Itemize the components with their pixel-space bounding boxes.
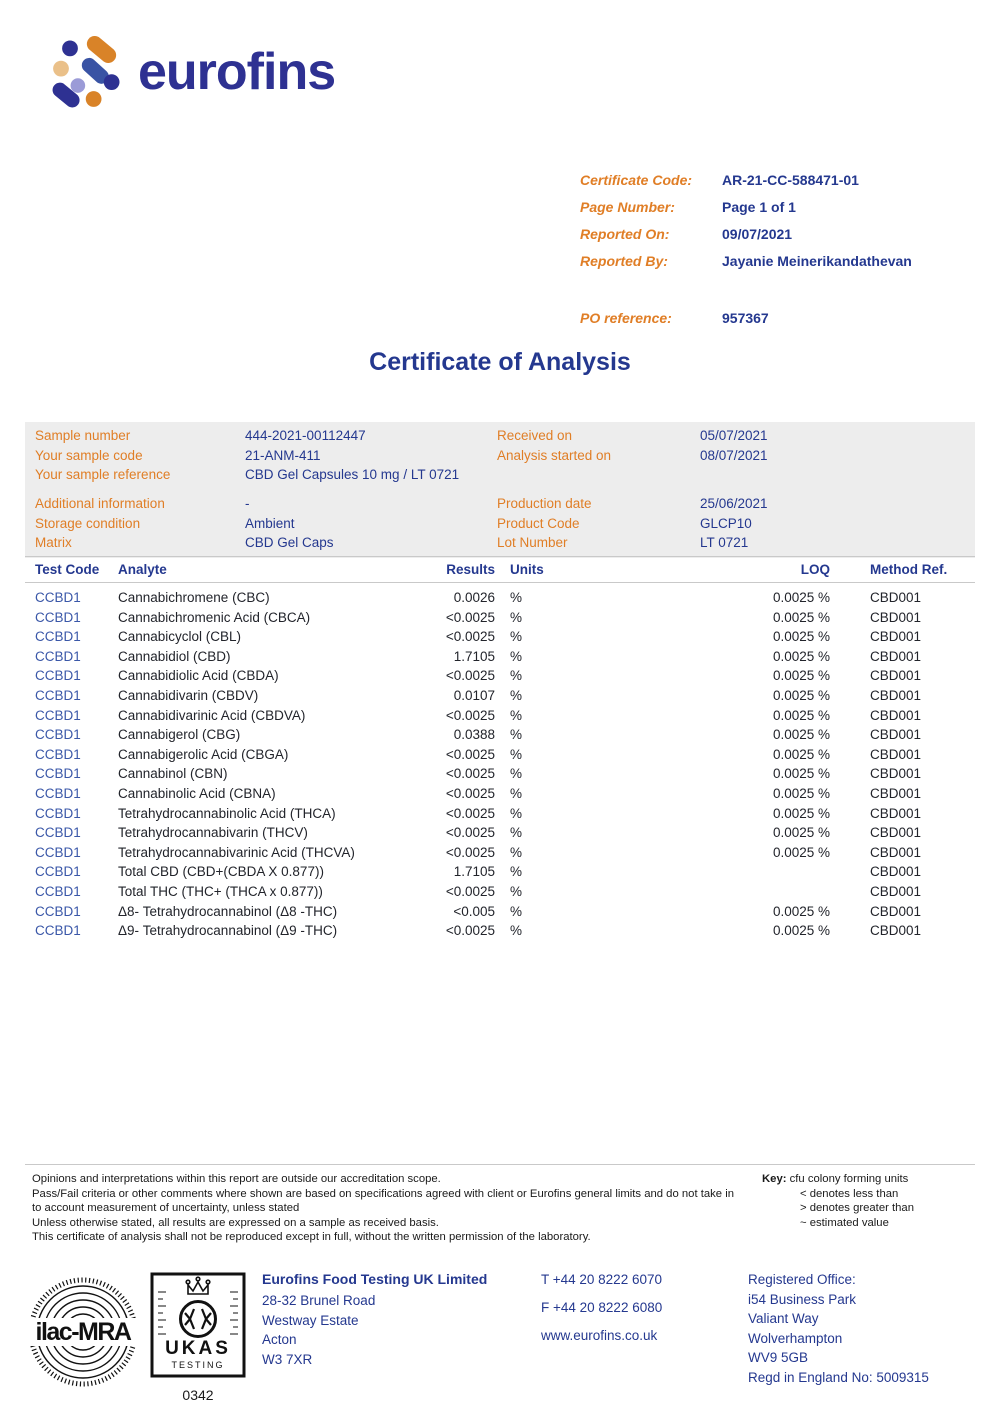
meta-row	[580, 166, 980, 193]
cell-loq: 0.0025 %	[772, 668, 830, 684]
key-label: Key:	[762, 1173, 787, 1185]
cell-unit: %	[510, 844, 523, 860]
cell-test-code: CCBD1	[35, 864, 81, 880]
cell-analyte: Cannabidivarinic Acid (CBDVA)	[118, 707, 306, 723]
meta-value: 09/07/2021	[722, 225, 793, 242]
cell-result: 0.0026	[453, 590, 495, 605]
cell-test-code: CCBD1	[35, 609, 81, 625]
eurofins-logo-text: eurofins	[138, 43, 336, 101]
table-row	[25, 686, 975, 706]
svg-text:ilac-MRA: ilac-MRA	[35, 1318, 131, 1346]
info-value: GLCP10	[700, 515, 752, 531]
cell-method-ref: CBD001	[870, 707, 922, 723]
cell-analyte: Cannabichromenic Acid (CBCA)	[118, 609, 311, 625]
cell-result: <0.0025	[445, 805, 495, 821]
cell-result: <0.005	[453, 903, 495, 919]
cell-unit: %	[510, 766, 523, 782]
table-row	[25, 647, 975, 667]
cell-unit: %	[510, 629, 523, 645]
svg-text:UKAS: UKAS	[165, 1338, 231, 1359]
cell-result: 0.0107	[453, 687, 495, 703]
contact-block	[541, 1272, 731, 1343]
cell-test-code: CCBD1	[35, 883, 81, 899]
info-value: 444-2021-00112447	[245, 428, 366, 443]
cell-loq: 0.0025 %	[772, 785, 830, 801]
cell-test-code: CCBD1	[35, 766, 81, 782]
info-label: Analysis started on	[497, 447, 612, 463]
cell-result: <0.0025	[445, 668, 495, 684]
cell-result: <0.0025	[445, 844, 495, 860]
cell-method-ref: CBD001	[870, 805, 922, 821]
cell-test-code: CCBD1	[35, 923, 81, 939]
meta-row	[580, 247, 980, 274]
cell-method-ref: CBD001	[870, 648, 922, 664]
cell-test-code: CCBD1	[35, 805, 81, 821]
meta-label: Certificate Code:	[580, 171, 693, 188]
key-item: ~ estimated value	[800, 1216, 889, 1229]
info-label: Received on	[497, 428, 573, 443]
sample-info-row	[25, 426, 975, 446]
cell-test-code: CCBD1	[35, 590, 81, 605]
cell-loq: 0.0025 %	[772, 629, 830, 645]
table-row	[25, 902, 975, 922]
cell-method-ref: CBD001	[870, 825, 922, 841]
cell-loq: 0.0025 %	[772, 707, 830, 723]
info-label: Lot Number	[497, 535, 568, 550]
ukas-logo-block	[150, 1272, 246, 1403]
sample-info-row	[25, 533, 975, 553]
registered-office-line: WV9 5GB	[748, 1350, 809, 1366]
info-label: Storage condition	[35, 515, 141, 531]
disclaimer-line: Unless otherwise stated, all results are expressed on a sample as received basis.	[32, 1216, 439, 1229]
col-header-method-ref: Method Ref.	[870, 562, 948, 577]
address-lines	[262, 1291, 522, 1370]
registered-office-line: i54 Business Park	[748, 1291, 857, 1307]
cell-method-ref: CBD001	[870, 687, 922, 703]
disclaimer-text	[32, 1172, 734, 1245]
meta-value: Page 1 of 1	[722, 198, 796, 215]
sample-info-block-1	[25, 422, 975, 490]
info-label: Sample number	[35, 428, 131, 443]
table-row	[25, 725, 975, 745]
cell-test-code: CCBD1	[35, 746, 81, 762]
cell-loq: 0.0025 %	[772, 923, 830, 939]
table-row	[25, 862, 975, 882]
cell-result: 0.0388	[453, 727, 495, 743]
registered-office-line: Wolverhampton	[748, 1330, 843, 1346]
cell-loq: 0.0025 %	[772, 648, 830, 664]
cell-loq	[560, 882, 830, 902]
ukas-accreditation-number: 0342	[182, 1387, 214, 1403]
key-item: < denotes less than	[800, 1187, 899, 1200]
sample-info-row	[25, 514, 975, 534]
cell-unit: %	[510, 883, 523, 899]
info-label: Product Code	[497, 515, 580, 531]
cell-result: <0.0025	[445, 746, 495, 762]
cell-unit: %	[510, 727, 523, 743]
cell-loq: 0.0025 %	[772, 590, 830, 605]
fax-number: F +44 20 8222 6080	[541, 1300, 663, 1315]
table-row	[25, 706, 975, 726]
info-value: Ambient	[245, 515, 295, 531]
results-table-header	[25, 556, 975, 583]
cell-test-code: CCBD1	[35, 785, 81, 801]
meta-value: AR-21-CC-588471-01	[722, 171, 859, 188]
cell-unit: %	[510, 805, 523, 821]
cell-result: 1.7105	[453, 648, 495, 664]
meta-label: Reported By:	[580, 252, 668, 269]
cell-method-ref: CBD001	[870, 590, 922, 605]
cell-method-ref: CBD001	[870, 903, 922, 919]
registered-office-line: Regd in England No: 5009315	[748, 1369, 929, 1385]
info-label: Matrix	[35, 535, 72, 550]
info-value: -	[245, 496, 250, 511]
cell-unit: %	[510, 590, 523, 605]
cell-analyte: Tetrahydrocannabivarin (THCV)	[118, 825, 308, 841]
table-row	[25, 608, 975, 628]
info-label: Your sample reference	[35, 467, 171, 482]
table-row	[25, 745, 975, 765]
key-legend	[762, 1172, 914, 1230]
company-name: Eurofins Food Testing UK Limited	[262, 1271, 488, 1287]
address-line: W3 7XR	[262, 1352, 313, 1368]
disclaimer-line: Pass/Fail criteria or other comments where shown are based on specifications agreed with client or Eurofins general limits and do not take in to account measurement of uncertainty, unless stated	[32, 1187, 735, 1215]
cell-test-code: CCBD1	[35, 825, 81, 841]
meta-value: Jayanie Meinerikandathevan	[722, 252, 912, 269]
info-label: Additional information	[35, 496, 165, 511]
cell-method-ref: CBD001	[870, 727, 922, 743]
results-table-body	[25, 588, 975, 941]
ukas-logo	[150, 1272, 246, 1378]
cell-unit: %	[510, 923, 523, 939]
cell-unit: %	[510, 864, 523, 880]
registered-office-line: Registered Office:	[748, 1272, 856, 1287]
table-row	[25, 823, 975, 843]
key-first-line	[762, 1172, 914, 1187]
footer-divider	[25, 1164, 975, 1165]
cell-loq: 0.0025 %	[772, 746, 830, 762]
cell-unit: %	[510, 609, 523, 625]
cell-unit: %	[510, 707, 523, 723]
sample-info-row	[25, 465, 975, 485]
cell-analyte: Cannabinolic Acid (CBNA)	[118, 785, 276, 801]
col-header-units: Units	[510, 562, 544, 577]
cell-analyte: Cannabinol (CBN)	[118, 766, 228, 782]
cell-method-ref: CBD001	[870, 844, 922, 860]
cell-unit: %	[510, 785, 523, 801]
cell-result: <0.0025	[445, 629, 495, 645]
meta-row	[580, 193, 980, 220]
table-row	[25, 784, 975, 804]
registered-office-block	[748, 1270, 978, 1388]
cell-loq: 0.0025 %	[772, 903, 830, 919]
cell-analyte: Cannabidiolic Acid (CBDA)	[118, 668, 279, 684]
cell-result: <0.0025	[445, 766, 495, 782]
sample-info-row	[25, 494, 975, 514]
info-value: LT 0721	[700, 535, 749, 550]
table-row	[25, 804, 975, 824]
sample-info-row	[25, 446, 975, 466]
info-value: 08/07/2021	[700, 447, 768, 463]
cell-analyte: Total THC (THC+ (THCA x 0.877))	[118, 883, 323, 899]
table-row	[25, 764, 975, 784]
cell-unit: %	[510, 903, 523, 919]
cell-analyte: Δ9- Tetrahydrocannabinol (Δ9 -THC)	[118, 923, 338, 939]
table-row	[25, 627, 975, 647]
cell-result: <0.0025	[445, 883, 495, 899]
po-reference-row	[580, 308, 769, 328]
meta-row	[580, 220, 980, 247]
eurofins-logo	[52, 34, 335, 110]
cell-analyte: Δ8- Tetrahydrocannabinol (Δ8 -THC)	[118, 903, 338, 919]
info-value: 25/06/2021	[700, 496, 768, 511]
sample-info-block-2	[25, 490, 975, 558]
cell-unit: %	[510, 687, 523, 703]
report-meta	[580, 166, 980, 274]
cell-loq: 0.0025 %	[772, 687, 830, 703]
key-items	[762, 1187, 914, 1231]
cell-method-ref: CBD001	[870, 629, 922, 645]
registered-office-line: Valiant Way	[748, 1311, 819, 1327]
cell-analyte: Cannabichromene (CBC)	[118, 590, 270, 605]
address-line: Acton	[262, 1332, 297, 1348]
cell-test-code: CCBD1	[35, 687, 81, 703]
info-value: 05/07/2021	[700, 428, 768, 443]
cell-result: <0.0025	[445, 707, 495, 723]
cell-test-code: CCBD1	[35, 648, 81, 664]
meta-label: Page Number:	[580, 198, 675, 215]
address-line: Westway Estate	[262, 1312, 359, 1328]
cell-result: <0.0025	[445, 923, 495, 939]
ilac-mra-logo	[28, 1276, 138, 1388]
cell-method-ref: CBD001	[870, 923, 922, 939]
cell-loq: 0.0025 %	[772, 805, 830, 821]
cell-loq: 0.0025 %	[772, 766, 830, 782]
info-value: 21-ANM-411	[245, 447, 321, 463]
cell-analyte: Tetrahydrocannabinolic Acid (THCA)	[118, 805, 336, 821]
cell-test-code: CCBD1	[35, 629, 81, 645]
eurofins-logo-mark	[52, 34, 124, 110]
page-title: Certificate of Analysis	[369, 348, 631, 376]
cell-result: 1.7105	[453, 864, 495, 880]
cell-result: <0.0025	[445, 609, 495, 625]
svg-text:TESTING: TESTING	[171, 1360, 225, 1370]
cell-method-ref: CBD001	[870, 785, 922, 801]
disclaimer-line: This certificate of analysis shall not be reproduced except in full, without the written permission of the laboratory.	[32, 1231, 591, 1244]
cell-analyte: Cannabidiol (CBD)	[118, 648, 231, 664]
table-row	[25, 843, 975, 863]
cell-method-ref: CBD001	[870, 609, 922, 625]
cell-analyte: Total CBD (CBD+(CBDA X 0.877))	[118, 864, 324, 880]
cell-unit: %	[510, 746, 523, 762]
info-label: Production date	[497, 496, 592, 511]
key-cfu-text: cfu colony forming units	[789, 1173, 909, 1185]
cell-unit: %	[510, 648, 523, 664]
cell-unit: %	[510, 668, 523, 684]
cell-unit: %	[510, 825, 523, 841]
cell-loq: 0.0025 %	[772, 825, 830, 841]
meta-label: Reported On:	[580, 225, 670, 242]
cell-result: <0.0025	[445, 785, 495, 801]
cell-result: <0.0025	[445, 825, 495, 841]
table-row	[25, 588, 975, 608]
cell-analyte: Tetrahydrocannabivarinic Acid (THCVA)	[118, 844, 355, 860]
info-value: CBD Gel Caps	[245, 535, 334, 550]
cell-loq	[560, 862, 830, 882]
key-item: > denotes greater than	[800, 1202, 914, 1215]
info-label: Your sample code	[35, 447, 143, 463]
phone-number: T +44 20 8222 6070	[541, 1272, 662, 1287]
table-row	[25, 666, 975, 686]
info-label	[497, 465, 700, 485]
col-header-analyte: Analyte	[118, 562, 167, 577]
col-header-loq: LOQ	[800, 562, 830, 577]
address-line: 28-32 Brunel Road	[262, 1292, 376, 1308]
info-value: CBD Gel Capsules 10 mg / LT 0721	[245, 467, 460, 482]
cell-method-ref: CBD001	[870, 668, 922, 684]
col-header-test-code: Test Code	[35, 562, 100, 577]
disclaimer-line: Opinions and interpretations within this report are outside our accreditation scope.	[32, 1173, 441, 1185]
cell-test-code: CCBD1	[35, 668, 81, 684]
po-reference-label: PO reference:	[580, 310, 672, 326]
col-header-results: Results	[446, 562, 495, 577]
cell-loq: 0.0025 %	[772, 609, 830, 625]
cell-method-ref: CBD001	[870, 864, 922, 880]
cell-test-code: CCBD1	[35, 707, 81, 723]
cell-analyte: Cannabigerolic Acid (CBGA)	[118, 746, 289, 762]
po-reference-value: 957367	[722, 310, 769, 326]
cell-method-ref: CBD001	[870, 766, 922, 782]
cell-test-code: CCBD1	[35, 844, 81, 860]
cell-loq: 0.0025 %	[772, 844, 830, 860]
cell-analyte: Cannabidivarin (CBDV)	[118, 687, 259, 703]
cell-test-code: CCBD1	[35, 903, 81, 919]
cell-method-ref: CBD001	[870, 746, 922, 762]
cell-loq: 0.0025 %	[772, 727, 830, 743]
table-row	[25, 921, 975, 941]
website-link: www.eurofins.co.uk	[541, 1328, 658, 1343]
table-row	[25, 882, 975, 902]
company-address	[262, 1270, 522, 1370]
cell-analyte: Cannabigerol (CBG)	[118, 727, 241, 743]
cell-method-ref: CBD001	[870, 883, 922, 899]
cell-test-code: CCBD1	[35, 727, 81, 743]
cell-analyte: Cannabicyclol (CBL)	[118, 629, 242, 645]
info-value	[700, 465, 940, 485]
